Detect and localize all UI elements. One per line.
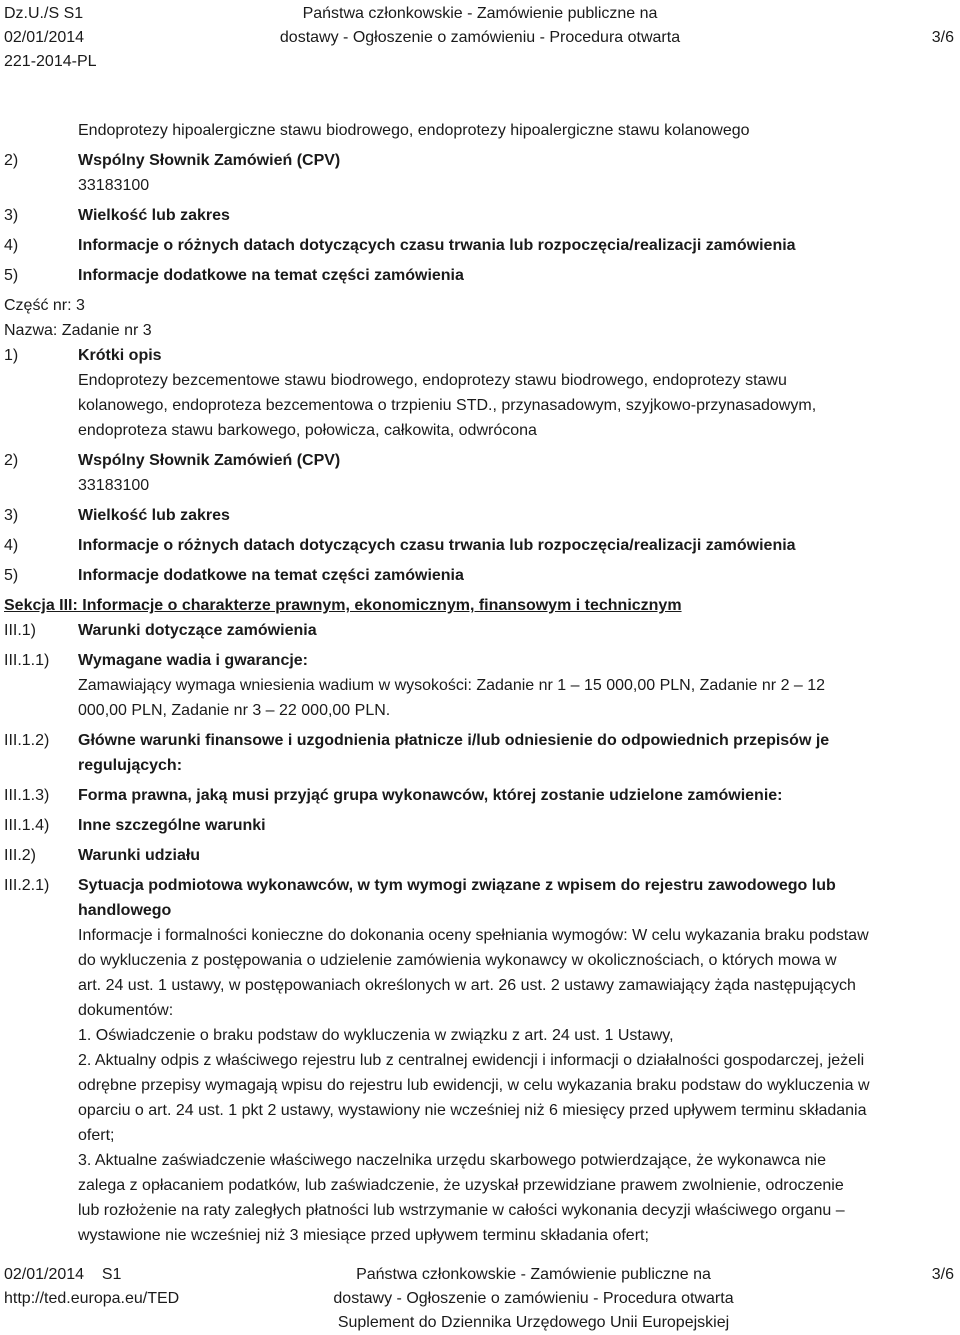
part2-cpv: 2) Wspólny Słownik Zamówień (CPV) bbox=[4, 152, 341, 169]
part3-number: Część nr: 3 bbox=[4, 297, 85, 314]
footer-center: Państwa członkowskie - Zamówienie publiczne na dostawy - Ogłoszenie o zamówieniu - Procedura otwarta Suplement do Dziennika Urzędowego Unii Europejskiej bbox=[333, 1266, 734, 1331]
notice-number: 221-2014-PL bbox=[4, 53, 97, 70]
section-3-1-2: III.1.2) Główne warunki finansowe i uzgodnienia płatnicze i/lub odniesienie do odpowiednich przepisów je regulujących: bbox=[4, 732, 830, 774]
part3-size: 3) Wielkość lub zakres bbox=[4, 507, 230, 524]
section-3-title: Sekcja III: Informacje o charakterze prawnym, ekonomicznym, finansowym i technicznym bbox=[4, 597, 682, 614]
footer-date: 02/01/2014 S1 bbox=[4, 1266, 122, 1283]
section-3-1-1: III.1.1) Wymagane wadia i gwarancje: Zamawiający wymaga wniesienia wadium w wysokości: Zadanie nr 1 – 15 000,00 PLN, Zadanie nr 2 – 12 000,00 PLN, Zadanie nr 3 – 22 000,00 PLN. bbox=[4, 652, 826, 719]
part3-description: Endoprotezy bezcementowe stawu biodrowego, endoprotezy stawu biodrowego, endoprotezy stawu kolanowego, endoproteza bezcementowa o trzpieniu STD., przynasadowym, szyjkowo-przynasadowym, endoproteza stawu barkowego, połowicza, całkowita, odwrócona bbox=[78, 372, 817, 439]
part3-cpv: 2) Wspólny Słownik Zamówień (CPV) bbox=[4, 452, 341, 469]
document-body bbox=[4, 118, 954, 1248]
part2-description: Endoprotezy hipoalergiczne stawu biodrowego, endoprotezy hipoalergiczne stawu kolanowego bbox=[78, 122, 750, 139]
footer-page-number: 3/6 bbox=[931, 1266, 954, 1283]
section-3-1-4: III.1.4) Inne szczególne warunki bbox=[4, 817, 266, 834]
part2-cpv-code: 33183100 bbox=[78, 177, 150, 194]
section-3-2: III.2) Warunki udziału bbox=[4, 847, 201, 864]
section-3-2-1-text: Informacje i formalności konieczne do dokonania oceny spełniania wymogów: W celu wykazania braku podstaw do wykluczenia z postępowania o udzielenie zamówienia wykonawcy w okolicznościach, o których mowa w art. 24 ust. 1 ustawy, w postępowaniach określonych w art. 26 ust. 2 ustawy zamawiający żąda następujących dokumentów: 1. Oświadczenie o braku podstaw do wykluczenia w związku z art. 24 ust. 1 Ustawy, 2. Aktualny odpis z właściwego rejestru lub z centralnej ewidencji i informacji o działalności gospodarczej, jeżeli odrębne przepisy wymagają wpisu do rejestru lub ewidencji, w celu wykazania braku podstaw do wykluczenia w oparciu o art. 24 ust. 1 pkt 2 ustawy, wystawiony nie wcześniej niż 6 miesięcy przed upływem terminu składania ofert; 3. Aktualne zaświadczenie właściwego naczelnika urzędu skarbowego potwierdzające, że wykonawca nie zalega z opłacaniem podatków, lub zaświadczenie, że uzyskał przewidziane prawem zwolnienie, odroczenie lub rozłożenie na raty zaległych płatności lub wstrzymanie w całości wykonania decyzji właściwego organu – wystawione nie wcześniej niż 3 miesiące przed upływem terminu składania ofert; bbox=[78, 927, 870, 1244]
part3-short-desc-heading: 1) Krótki opis bbox=[4, 347, 162, 364]
journal-ref: Dz.U./S S1 bbox=[4, 5, 84, 22]
header-title-line2: dostawy - Ogłoszenie o zamówieniu - Procedura otwarta bbox=[279, 29, 681, 46]
page-header bbox=[0, 0, 960, 70]
header-page-number: 3/6 bbox=[931, 29, 954, 46]
section-3-1-3: III.1.3) Forma prawna, jaką musi przyjąć grupa wykonawców, której zostanie udzielone zamówienie: bbox=[4, 787, 783, 804]
header-date: 02/01/2014 bbox=[4, 29, 85, 46]
footer-url[interactable]: http://ted.europa.eu/TED bbox=[4, 1290, 180, 1307]
part2-extra: 5) Informacje dodatkowe na temat części zamówienia bbox=[4, 267, 464, 284]
header-title-line1: Państwa członkowskie - Zamówienie publiczne na bbox=[302, 5, 658, 22]
part2-dates: 4) Informacje o różnych datach dotyczących czasu trwania lub rozpoczęcia/realizacji zamówienia bbox=[4, 237, 796, 254]
section-3-1: III.1) Warunki dotyczące zamówienia bbox=[4, 622, 317, 639]
part3-cpv-code: 33183100 bbox=[78, 477, 150, 494]
part3-dates: 4) Informacje o różnych datach dotyczących czasu trwania lub rozpoczęcia/realizacji zamówienia bbox=[4, 537, 796, 554]
part3-extra: 5) Informacje dodatkowe na temat części zamówienia bbox=[4, 567, 464, 584]
section-3-2-1: III.2.1) Sytuacja podmiotowa wykonawców, w tym wymogi związane z wpisem do rejestru zawodowego lub handlowego Informacje i formalności konieczne do dokonania oceny spełniania wymogów: W celu wykazania braku podstaw do wykluczenia z postępowania o udzielenie zamówienia wykonawcy w okolicznościach, o których mowa w art. 24 ust. 1 ustawy, w postępowaniach określonych w art. 26 ust. 2 ustawy zamawiający żąda następujących dokumentów: 1. Oświadczenie o braku podstaw do wykluczenia w związku z art. 24 ust. 1 Ustawy, 2. Aktualny odpis z właściwego rejestru lub z centralnej ewidencji i informacji o działalności gospodarczej, jeżeli odrębne przepisy wymagają wpisu do rejestru lub ewidencji, w celu wykazania braku podstaw do wykluczenia w oparciu o art. 24 ust. 1 pkt 2 ustawy, wystawiony nie wcześniej niż 6 miesięcy przed upływem terminu składania ofert; 3. Aktualne zaświadczenie właściwego naczelnika urzędu skarbowego potwierdzające, że wykonawca nie zalega z opłacaniem podatków, lub zaświadczenie, że uzyskał przewidziane prawem zwolnienie, odroczenie lub rozłożenie na raty zaległych płatności lub wstrzymanie w całości wykonania decyzji właściwego organu – wystawione nie wcześniej niż 3 miesiące przed upływem terminu składania ofert; bbox=[4, 873, 954, 1248]
header-center bbox=[0, 2, 960, 50]
part3-name: Nazwa: Zadanie nr 3 bbox=[4, 322, 152, 339]
page-footer bbox=[0, 1261, 960, 1334]
part2-size: 3) Wielkość lub zakres bbox=[4, 207, 230, 224]
